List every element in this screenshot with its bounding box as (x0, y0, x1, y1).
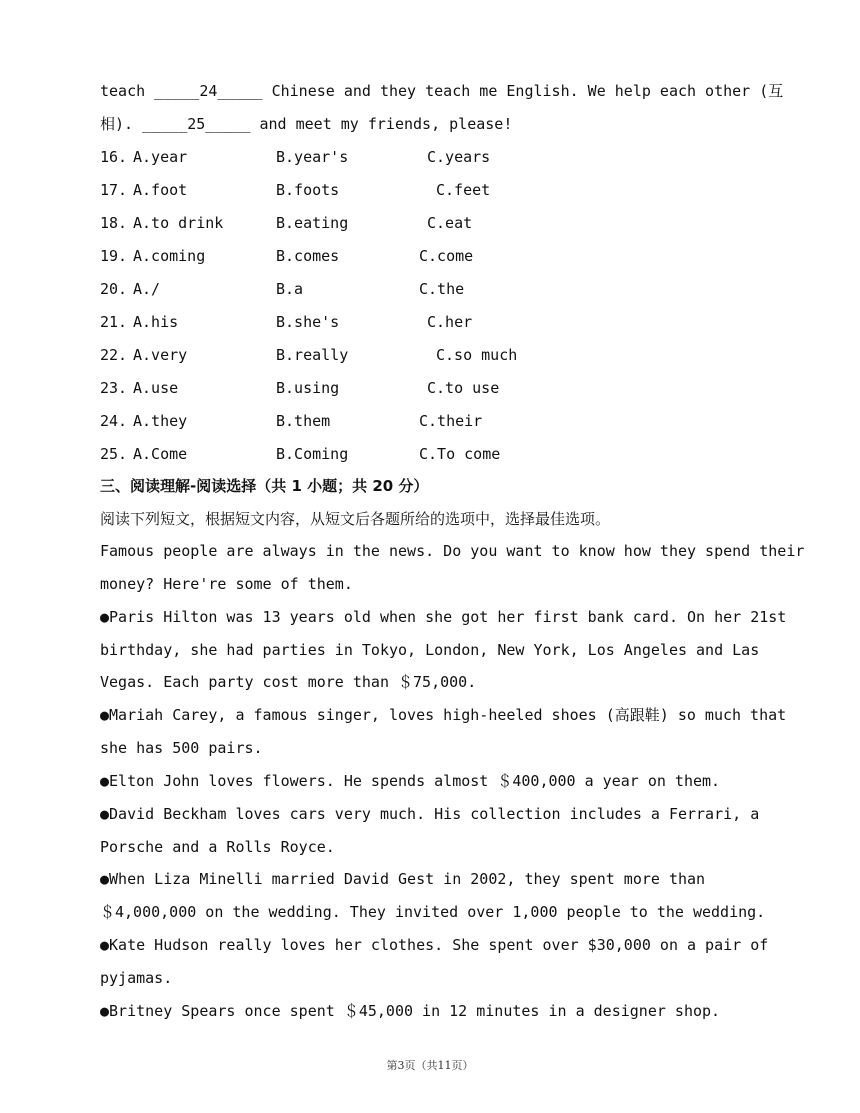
question-row (100, 147, 491, 167)
option-b: B.a (276, 280, 304, 298)
reading-line: money? Here're some of them. (100, 575, 353, 593)
option-c: C.the (419, 280, 465, 298)
passage-line: 相). _____25_____ and meet my friends, please! (100, 115, 513, 133)
option-a: A.his (133, 313, 179, 331)
option-b: B.foots (276, 181, 340, 199)
question-number: 22. (100, 346, 128, 364)
section-heading: 三、阅读理解-阅读选择（共 1 小题；共 20 分） (100, 477, 429, 495)
option-c: C.come (419, 247, 474, 265)
question-number: 24. (100, 412, 128, 430)
option-b: B.them (276, 412, 331, 430)
question-number: 20. (100, 280, 128, 298)
question-row (100, 279, 465, 299)
reading-line: ＄4,000,000 on the wedding. They invited over 1,000 people to the wedding. (100, 903, 766, 921)
option-c: C.so much (436, 346, 518, 364)
reading-line: birthday, she had parties in Tokyo, London, New York, Los Angeles and Las (100, 641, 760, 659)
question-number: 16. (100, 148, 128, 166)
reading-line: ●Britney Spears once spent ＄45,000 in 12 minutes in a designer shop. (100, 1002, 721, 1020)
option-b: B.year's (276, 148, 349, 166)
reading-line: ●When Liza Minelli married David Gest in 2002, they spent more than (100, 870, 706, 888)
reading-line: pyjamas. (100, 969, 173, 987)
reading-line: Famous people are always in the news. Do you want to know how they spend their (100, 542, 805, 560)
option-c: C.feet (436, 181, 491, 199)
option-a: A.very (133, 346, 188, 364)
reading-line: ●Elton John loves flowers. He spends almost ＄400,000 a year on them. (100, 772, 721, 790)
reading-line: Vegas. Each party cost more than ＄75,000. (100, 673, 477, 691)
option-a: A.coming (133, 247, 206, 265)
question-row (100, 213, 473, 233)
option-c: C.To come (419, 445, 501, 463)
question-row (100, 444, 501, 464)
reading-line: ●Kate Hudson really loves her clothes. She spent over $30,000 on a pair of (100, 936, 769, 954)
reading-line: ●Mariah Carey, a famous singer, loves high-heeled shoes (高跟鞋) so much that (100, 706, 787, 724)
reading-line: she has 500 pairs. (100, 739, 263, 757)
option-a: A.Come (133, 445, 188, 463)
section-instruction: 阅读下列短文，根据短文内容，从短文后各题所给的选项中，选择最佳选项。 (100, 510, 611, 528)
option-b: B.eating (276, 214, 349, 232)
option-c: C.years (427, 148, 491, 166)
reading-line: ●Paris Hilton was 13 years old when she got her first bank card. On her 21st (100, 608, 787, 626)
option-b: B.using (276, 379, 340, 397)
option-b: B.she's (276, 313, 340, 331)
question-number: 23. (100, 379, 128, 397)
reading-line: Porsche and a Rolls Royce. (100, 838, 335, 856)
option-c: C.their (419, 412, 483, 430)
question-row (100, 180, 491, 200)
question-number: 19. (100, 247, 128, 265)
option-a: A.year (133, 148, 188, 166)
option-c: C.eat (427, 214, 473, 232)
page-footer: 第3页（共11页） (386, 1059, 474, 1072)
question-row (100, 345, 518, 365)
question-row (100, 312, 473, 332)
option-a: A./ (133, 280, 161, 298)
option-a: A.foot (133, 181, 188, 199)
question-number: 17. (100, 181, 128, 199)
option-b: B.comes (276, 247, 340, 265)
option-a: A.they (133, 412, 188, 430)
question-row (100, 411, 483, 431)
passage-line: teach _____24_____ Chinese and they teach me English. We help each other (互 (100, 82, 784, 100)
question-number: 21. (100, 313, 128, 331)
option-b: B.really (276, 346, 349, 364)
question-row (100, 246, 474, 266)
option-a: A.use (133, 379, 179, 397)
question-row (100, 378, 500, 398)
reading-line: ●David Beckham loves cars very much. His collection includes a Ferrari, a (100, 805, 760, 823)
option-a: A.to drink (133, 214, 224, 232)
option-b: B.Coming (276, 445, 349, 463)
option-c: C.to use (427, 379, 500, 397)
question-number: 25. (100, 445, 128, 463)
question-number: 18. (100, 214, 128, 232)
option-c: C.her (427, 313, 473, 331)
